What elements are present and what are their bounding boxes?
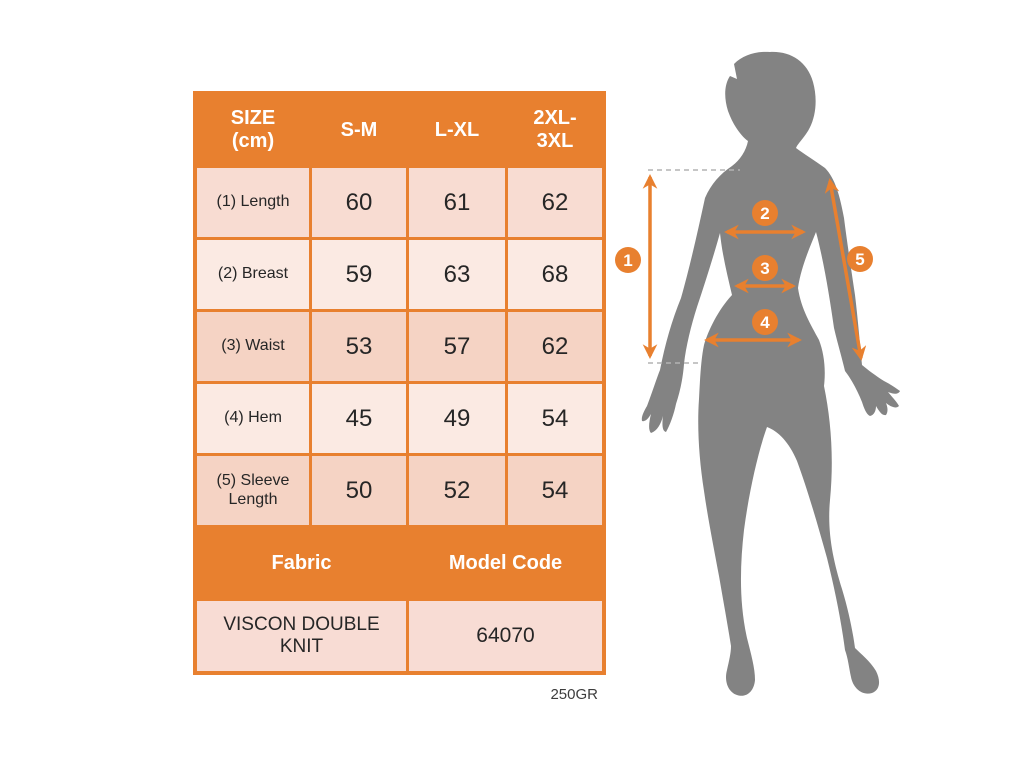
circle-marker-3 (752, 255, 778, 281)
header-cell-lxl (409, 95, 505, 165)
row-sleeve-value-lxl: 52 (409, 456, 505, 525)
circle-marker-5 (847, 246, 873, 272)
circle-marker-5-label: 5 (855, 250, 865, 269)
header-cell-size (197, 95, 309, 165)
row-length-value-sm: 60 (312, 168, 406, 237)
circle-marker-4 (752, 309, 778, 335)
row-breast-value-sm: 59 (312, 240, 406, 309)
woman-silhouette (642, 52, 900, 696)
row-length-value-2xl3xl: 62 (508, 168, 602, 237)
header-cell-2xl3xl (508, 95, 602, 165)
row-hem-value-sm: 45 (312, 384, 406, 453)
row-waist-value-2xl3xl: 62 (508, 312, 602, 381)
circle-marker-1-label: 1 (623, 251, 633, 270)
fabric-header: Fabric (197, 528, 406, 598)
model-code-value: 64070 (409, 601, 602, 671)
row-length-label: (1) Length (197, 168, 309, 237)
circle-marker-2-label: 2 (760, 204, 770, 223)
header-cell-sm (312, 95, 406, 165)
circle-marker-3-label: 3 (760, 259, 770, 278)
row-sleeve-value-sm: 50 (312, 456, 406, 525)
measurement-figure (600, 40, 930, 720)
row-waist-value-sm: 53 (312, 312, 406, 381)
row-hem-value-2xl3xl: 54 (508, 384, 602, 453)
header-2xl3xl-line1: 2XL- (533, 107, 577, 129)
size-chart-table (193, 91, 606, 675)
row-hem-value-lxl: 49 (409, 384, 505, 453)
row-sleeve-value-2xl3xl: 54 (508, 456, 602, 525)
circle-marker-4-label: 4 (760, 313, 770, 332)
row-waist-label: (3) Waist (197, 312, 309, 381)
row-breast-value-lxl: 63 (409, 240, 505, 309)
row-waist-value-lxl: 57 (409, 312, 505, 381)
header-sm-label: S-M (340, 118, 378, 141)
header-size-line1: SIZE (230, 107, 276, 129)
row-breast-value-2xl3xl: 68 (508, 240, 602, 309)
circle-marker-2 (752, 200, 778, 226)
header-lxl-label: L-XL (434, 118, 480, 141)
row-sleeve-label: (5) Sleeve Length (197, 456, 309, 525)
fabric-value: VISCON DOUBLE KNIT (197, 601, 406, 671)
header-2xl3xl-line2: 3XL (536, 130, 574, 152)
row-length-value-lxl: 61 (409, 168, 505, 237)
row-hem-label: (4) Hem (197, 384, 309, 453)
header-size-line2: (cm) (231, 130, 275, 152)
weight-note: 250GR (550, 686, 598, 703)
row-breast-label: (2) Breast (197, 240, 309, 309)
model-code-header: Model Code (409, 528, 602, 598)
circle-marker-1 (615, 247, 641, 273)
